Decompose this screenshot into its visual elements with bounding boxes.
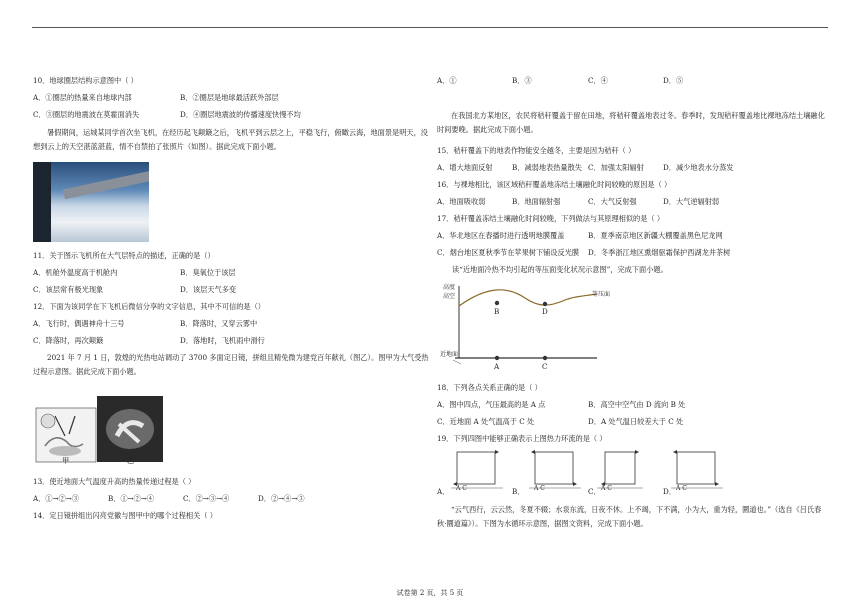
q11-option-b: B．臭氧位于该层: [180, 268, 236, 277]
figure-jia-yi: [35, 396, 163, 464]
passage-solar: 2021 年 7 月 1 日，敦煌的光热电站调动了 3700 多面定日镜，拼组且精免微为建党百年献礼（图乙）。图甲为大气受热过程示意图。据此完成下面小题。: [33, 353, 429, 376]
q18-option-b: B．高空中空气由 D 流向 B 处: [588, 400, 686, 409]
question-16: 16．与裸地相比，该区域秸秆覆盖地冻结土壤融化时间较晚的原因是（ ）: [437, 180, 672, 189]
question-18: 18．下列各点关系正确的是（ ）: [437, 383, 542, 392]
question-12: 12．下面为该同学在下飞机后微信分享的文字信息，其中不可信的是（）: [33, 302, 265, 311]
q10-option-b: B．②圈层是地球最活跃外部层: [180, 93, 279, 102]
passage-flight: 暑假期间，运城某同学首次坐飞机，在经历起飞颠簸之后，飞机平到云层之上，平稳飞行，俯瞰云海，地面景是明天，没想到云上的天空湛蓝湛蓝，情不自禁拍了张照片（如图）。据此完成下面小题。: [33, 128, 428, 151]
q16-option-d: D．大气逆辐射弱: [663, 197, 720, 206]
q17-option-a: A．华北地区在春播时进行透明地膜覆盖: [437, 231, 565, 240]
label-height: 高度: [443, 284, 456, 291]
question-11: 11．关于图示飞机所在大气层特点的描述，正确的是（）: [33, 251, 215, 260]
q19-a-labels: A C: [456, 485, 467, 492]
point-a: A: [494, 362, 500, 371]
q14-option-d: D．⑤: [663, 76, 684, 85]
header-rule: [32, 27, 828, 28]
label-isobar: 等压面: [592, 291, 611, 298]
q19-b-labels: A C: [534, 485, 545, 492]
q17-option-b: B．夏季南京地区新疆大棚覆盖黑色尼龙网: [588, 231, 723, 240]
question-14: 14．定日镜拼组出闪亮党徽与图甲中的哪个过程相关（ ）: [33, 511, 217, 520]
q14-option-a: A．①: [437, 76, 457, 85]
q14-option-b: B．③: [512, 76, 532, 85]
q18-option-c: C．近地面 A 处气温高于 C 处: [437, 417, 535, 426]
q12-option-b: B．降落时，又穿云雾中: [180, 319, 258, 328]
question-19: 19．下列四图中能够正确表示上图热力环流的是（ ）: [437, 434, 607, 443]
q10-option-d: D．④圈层地震波的传播速度快慢不均: [180, 110, 301, 119]
q10-option-a: A．①圈层的热量来自地球内部: [33, 93, 132, 102]
q18-option-a: A．图中四点，气压最高的是 A 点: [437, 400, 546, 409]
q12-option-d: D．落地时，飞机雨中滑行: [180, 336, 265, 345]
q17-option-d: D．冬季浙江地区熏烟驱霜保护西湖龙井茶树: [588, 248, 731, 257]
q16-option-b: B．地面辐射强: [512, 197, 561, 206]
q15-option-a: A．增大地面反射: [437, 163, 493, 172]
q19-c-labels: A C: [601, 485, 612, 492]
label-near-ground: 近地面: [440, 351, 459, 358]
question-17: 17．秸秆覆盖冻结土壤融化时间较晚，下列做法与其原理相似的是（ ）: [437, 214, 665, 223]
q19-d-labels: A C: [676, 485, 687, 492]
question-15: 15．秸秆覆盖下的地表作物能安全越冬，主要是因为秸秆（ ）: [437, 146, 636, 155]
q13-option-b: B．①→②→④: [108, 494, 155, 503]
q13-option-d: D．②→④→③: [258, 494, 305, 503]
q11-option-d: D．该层天气多变: [180, 285, 237, 294]
q19-option-b: B．: [512, 487, 525, 496]
label-upper-air: 高空: [443, 293, 456, 300]
q19-option-a: A．: [437, 487, 450, 496]
fig-label-jia: 甲: [62, 456, 70, 465]
q17-option-c: C．烟台地区夏秋季节在苹果树下铺设反光膜: [437, 248, 580, 257]
question-13: 13．使近地面大气温度升高的热量传递过程是（ ）: [33, 477, 196, 486]
q13-option-a: A．①→②→③: [33, 494, 79, 503]
q18-option-d: D．A 处气温日较差大于 C 处: [588, 417, 684, 426]
q12-option-c: C．降落时，再次颠簸: [33, 336, 104, 345]
q16-option-a: A．地面吸收弱: [437, 197, 486, 206]
heating-diagram: [35, 396, 163, 464]
passage-isobar: 读“近地面冷热不均引起的等压面变化状况示意图”，完成下面小题。: [452, 265, 668, 274]
q11-option-c: C．该层常有极光现象: [33, 285, 104, 294]
q11-option-a: A．机舱外温度高于机舱内: [33, 268, 118, 277]
page-footer: 试卷第 2 页，共 5 页: [396, 589, 464, 597]
passage-water-cycle: “云气西行，云云然，冬夏不辍；水泉东流，日夜不休。上不竭，下不满，小为大，重为轻，圜道也。”（选自《吕氏春秋·圜道篇》）。下图为水循环示意图，据图文资料，完成下面小题。: [437, 505, 822, 528]
fig-label-yi: 乙: [127, 456, 135, 465]
q15-option-b: B．减弱地表热量散失: [512, 163, 582, 172]
q10-option-c: C．③圈层的地震波在莫霍面消失: [33, 110, 140, 119]
point-d: D: [542, 307, 548, 316]
q14-option-c: C．④: [588, 76, 608, 85]
wing-shape: [63, 171, 149, 199]
q19-option-c: C．: [588, 487, 601, 496]
window-frame: [33, 162, 51, 242]
question-10: 10．地球圈层结构示意图中（ ）: [33, 76, 138, 85]
q19-option-d: D．: [663, 487, 676, 496]
point-b: B: [494, 307, 500, 316]
q15-option-d: D．减少地表水分蒸发: [663, 163, 734, 172]
q15-option-c: C．加强太阳辐射: [588, 163, 644, 172]
q16-option-c: C．大气反射强: [588, 197, 637, 206]
point-c: C: [542, 362, 548, 371]
q12-option-a: A．飞行时，偶遇神舟十三号: [33, 319, 125, 328]
circulation-options: [437, 448, 737, 500]
passage-straw: 在我国北方某地区，农民将秸秆覆盖于留在田地，将秸秆覆盖地表过冬。春季时，发现秸秆覆盖地比裸地冻结土壤融化时间要晚。据此完成下面小题。: [437, 111, 825, 134]
q13-option-c: C．②→③→④: [183, 494, 230, 503]
